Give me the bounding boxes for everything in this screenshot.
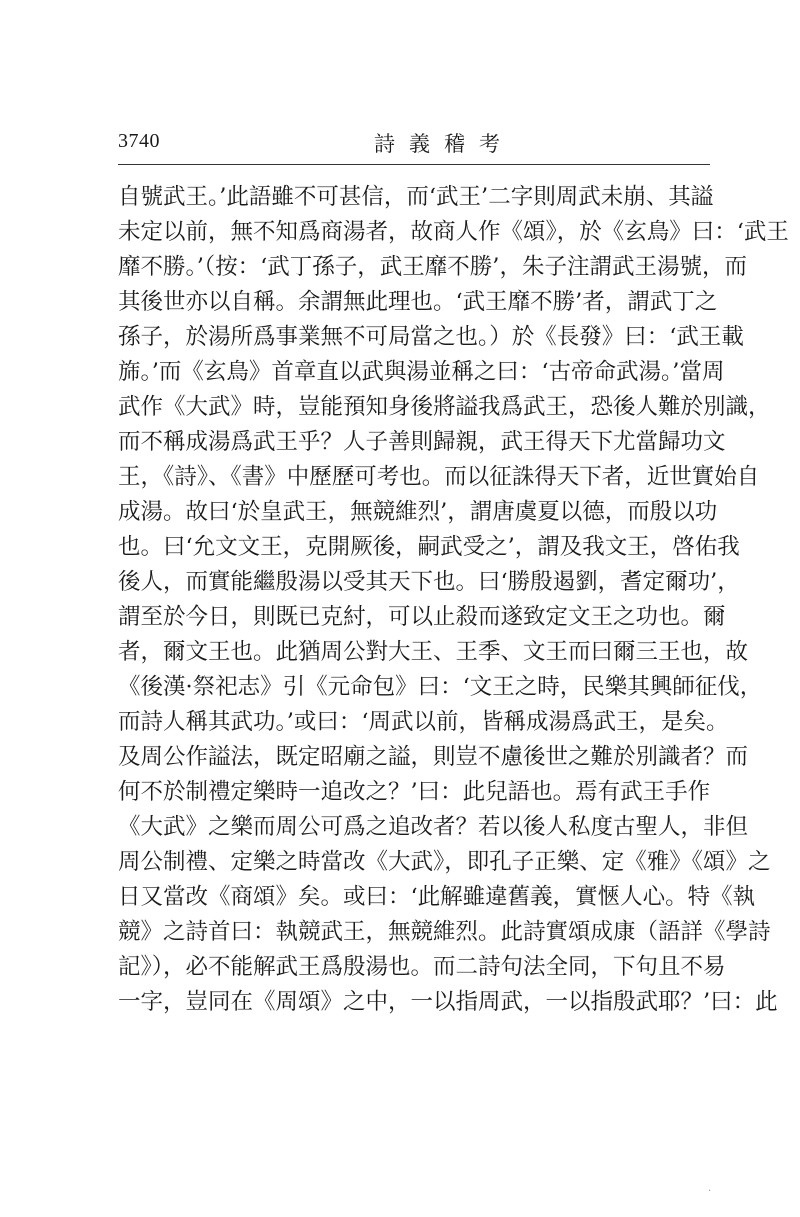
text-line: 競》之詩首曰：執競武王，無競維烈。此詩實頌成康（語詳《學詩 (118, 919, 771, 945)
text-line: 及周公作謚法，既定昭廟之謚，則豈不慮後世之難於別識者？而 (118, 744, 749, 770)
text-line: 也。曰‘允文文王，克開厥後，嗣武受之’，謂及我文王，啓佑我 (118, 534, 740, 560)
header-rule (118, 164, 710, 165)
text-line: 者，爾文王也。此猶周公對大王、王季、文王而曰爾三王也，故 (118, 639, 749, 665)
text-line: 而不稱成湯爲武王乎？人子善則歸親，武王得天下尤當歸功文 (118, 429, 726, 455)
text-line: 《後漢·祭祀志》引《元命包》曰：‘文王之時，民樂其興師征伐， (118, 674, 763, 700)
body-text (118, 180, 789, 1020)
corner-mark: · (708, 1186, 712, 1197)
text-line: 未定以前，無不知爲商湯者，故商人作《頌》，於《玄鳥》曰：‘武王 (118, 219, 789, 245)
text-line: 後人，而實能繼殷湯以受其天下也。曰‘勝殷遏劉，耆定爾功’， (118, 569, 740, 595)
text-line: 旆。’而《玄鳥》首章直以武與湯並稱之曰：‘古帝命武湯。’當周 (118, 359, 725, 385)
text-line: 王，《詩》、《書》中歷歷可考也。而以征誅得天下者，近世實始自 (118, 464, 760, 490)
text-line: 記》），必不能解武王爲殷湯也。而二詩句法全同，下句且不易 (118, 954, 726, 980)
text-line: 一字，豈同在《周頌》之中，一以指周武，一以指殷武耶？’曰：此 (118, 989, 778, 1015)
text-line: 孫子，於湯所爲事業無不可局當之也。）於《長發》曰：‘武王載 (118, 324, 744, 350)
text-line: 何不於制禮定樂時一追改之？’曰：此兒語也。焉有武王手作 (118, 779, 711, 805)
text-line: 日又當改《商頌》矣。或曰：‘此解雖違舊義，實愜人心。特《執 (118, 884, 756, 910)
page-header (118, 124, 710, 160)
running-title: 詩義稽考 (374, 132, 514, 156)
page-number: 3740 (118, 130, 160, 152)
text-line: 《大武》之樂而周公可爲之追改者？若以後人私度古聖人，非但 (118, 814, 749, 840)
text-line: 周公制禮、定樂之時當改《大武》，即孔子正樂、定《雅》《頌》之 (118, 849, 771, 875)
text-line: 其後世亦以自稱。余謂無此理也。‘武王靡不勝’者，謂武丁之 (118, 289, 718, 315)
text-line: 自號武王。’此語雖不可甚信，而‘武王’二字則周武未崩、其謚 (118, 184, 714, 210)
text-line: 謂至於今日，則既已克紂，可以止殺而遂致定文王之功也。爾 (118, 604, 726, 630)
text-line: 成湯。故曰‘於皇武王，無競維烈’，謂唐虞夏以德，而殷以功 (118, 499, 718, 525)
text-line: 靡不勝。’（按：‘武丁孫子，武王靡不勝’，朱子注謂武王湯號，而 (118, 254, 747, 280)
text-line: 而詩人稱其武功。’或曰：‘周武以前，皆稱成湯爲武王，是矣。 (118, 709, 729, 735)
text-line: 武作《大武》時，豈能預知身後將謚我爲武王，恐後人難於別識， (118, 394, 771, 420)
